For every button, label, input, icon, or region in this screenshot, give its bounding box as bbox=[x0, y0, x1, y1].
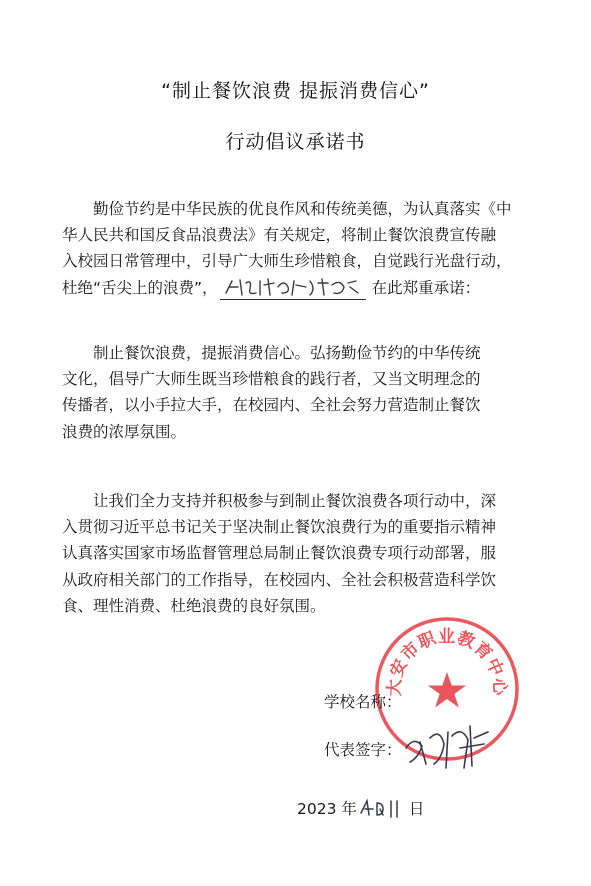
paragraph-2-line-4: 浪费的浓厚氛围。 bbox=[62, 422, 187, 441]
document-title-line1: “制止餐饮浪费 提振消费信心” bbox=[161, 80, 430, 102]
school-name-label: 学校名称： bbox=[324, 693, 402, 711]
handwritten-month-day-icon bbox=[357, 797, 409, 819]
paragraph-3-line-4: 从政府相关部门的工作指导，在校园内、全社会积极营造科学饮 bbox=[62, 570, 497, 589]
paragraph-2-line-3: 传播者，以小手拉大手，在校园内、全社会努力营造制止餐饮 bbox=[62, 396, 481, 415]
handwritten-school-name bbox=[220, 275, 366, 300]
paragraph-2-line-1: 制止餐饮浪费，提振消费信心。弘扬勤俭节约的中华传统 bbox=[93, 344, 481, 362]
document-title-line2: 行动倡议承诺书 bbox=[225, 131, 366, 153]
paragraph-1-line-4 bbox=[62, 275, 532, 301]
paragraph-3 bbox=[62, 488, 532, 619]
paragraph-3-line-2: 入贯彻习近平总书记关于坚决制止餐饮浪费行为的重要指示精神 bbox=[62, 518, 497, 537]
paragraph-1-line-4-start: 杜绝“舌尖上的浪费”， bbox=[62, 278, 218, 297]
paragraph-3-line-5: 食、理性消费、杜绝浪费的良好氛围。 bbox=[62, 596, 326, 615]
representative-signature-label: 代表签字： bbox=[324, 741, 402, 759]
paragraph-3-line-3: 认真落实国家市场监督管理总局制止餐饮浪费专项行动部署，服 bbox=[62, 544, 497, 563]
date-day-suffix: 日 bbox=[408, 800, 425, 818]
paragraph-1-line-2: 华人民共和国反食品浪费法》有关规定，将制止餐饮浪费宣传融 bbox=[62, 226, 497, 245]
seal-text: 大安市职业教育中心 bbox=[384, 627, 510, 697]
paragraph-1-line-4-end: 在此郑重承诺： bbox=[371, 278, 481, 297]
paragraph-1-line-1: 勤俭节约是中华民族的优良作风和传统美德，为认真落实《中 bbox=[93, 200, 512, 218]
handwritten-scribble-icon bbox=[220, 275, 366, 299]
paragraph-2 bbox=[62, 340, 532, 445]
paragraph-2-line-2: 文化，倡导广大师生既当珍惜粮食的践行者，又当文明理念的 bbox=[62, 370, 481, 389]
date-line bbox=[297, 797, 424, 819]
paragraph-1 bbox=[62, 196, 532, 301]
handwritten-signature-icon bbox=[400, 718, 492, 776]
paragraph-1-line-3: 入校园日常管理中，引导广大师生珍惜粮食，自觉践行光盘行动， bbox=[62, 252, 512, 271]
date-year: 2023 年 bbox=[297, 800, 357, 818]
paragraph-3-line-1: 让我们全力支持并积极参与到制止餐饮浪费各项行动中，深 bbox=[93, 492, 497, 510]
